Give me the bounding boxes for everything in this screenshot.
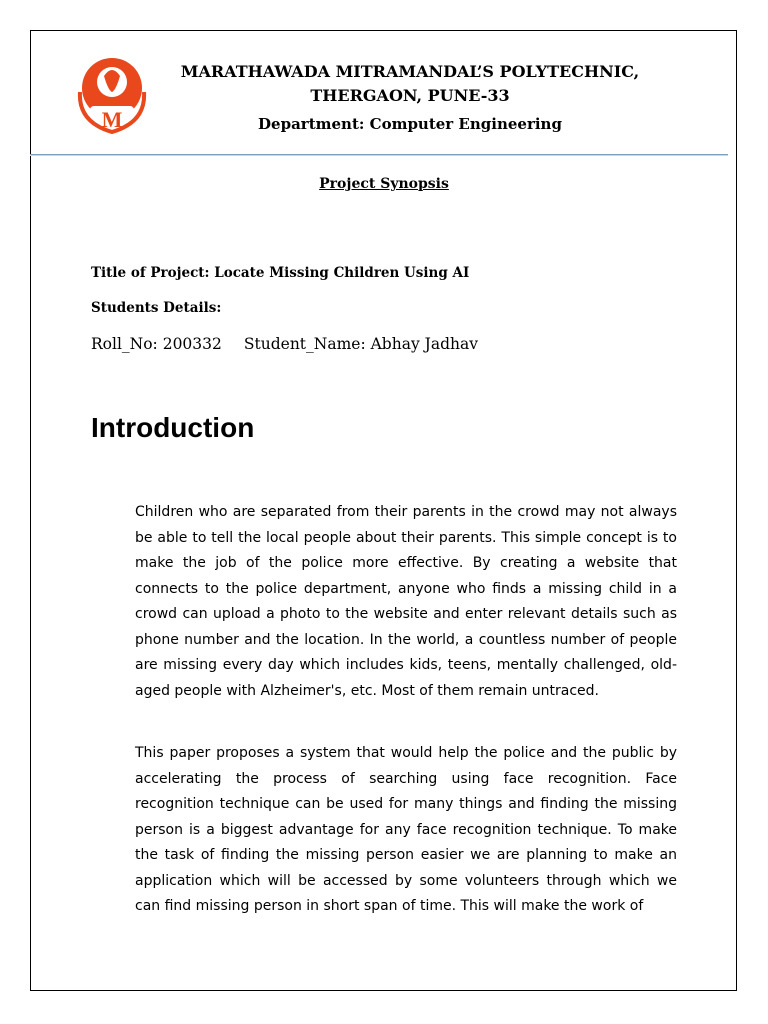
institute-name: [160, 60, 660, 108]
student-row: [91, 333, 478, 355]
institute-name-line2: THERGAON, PUNE-33: [310, 86, 510, 105]
header-divider: [30, 154, 728, 155]
introduction-paragraph-1: Children who are separated from their parents in the crowd may not always be able to tell the local people about their parents. This simple concept is to make the job of the police more effective. By creating a website that connects to the police department, anyone who finds a missing child in a crowd can upload a photo to the website and enter relevant details such as phone number and the location. In the world, a countless number of people are missing every day which includes kids, teens, mentally challenged, old-aged people with Alzheimer's, etc. Most of them remain untraced.: [135, 504, 677, 699]
synopsis-title: Project Synopsis: [319, 176, 449, 192]
introduction-paragraph-2: This paper proposes a system that would help the police and the public by accelerating the process of searching using face recognition. Face recognition technique can be used for many things and finding the missing person is a biggest advantage for any face recognition technique. To make the task of finding the missing person easier we are planning to make an application which will be accessed by some volunteers through which we can find missing person in short span of time. This will make the work of: [135, 745, 677, 914]
student-name: Student_Name: Abhay Jadhav: [243, 335, 478, 353]
roll-number: Roll_No: 200332: [91, 335, 222, 353]
institute-name-line1: MARATHAWADA MITRAMANDAL’S POLYTECHNIC,: [180, 62, 640, 81]
department-name: Department: Computer Engineering: [258, 115, 562, 133]
project-title: Title of Project: Locate Missing Children Using AI: [91, 265, 470, 281]
students-details-label: Students Details:: [91, 300, 222, 316]
institute-logo: [76, 52, 148, 136]
introduction-heading: Introduction: [91, 412, 255, 443]
logo-letter: M: [101, 107, 123, 132]
